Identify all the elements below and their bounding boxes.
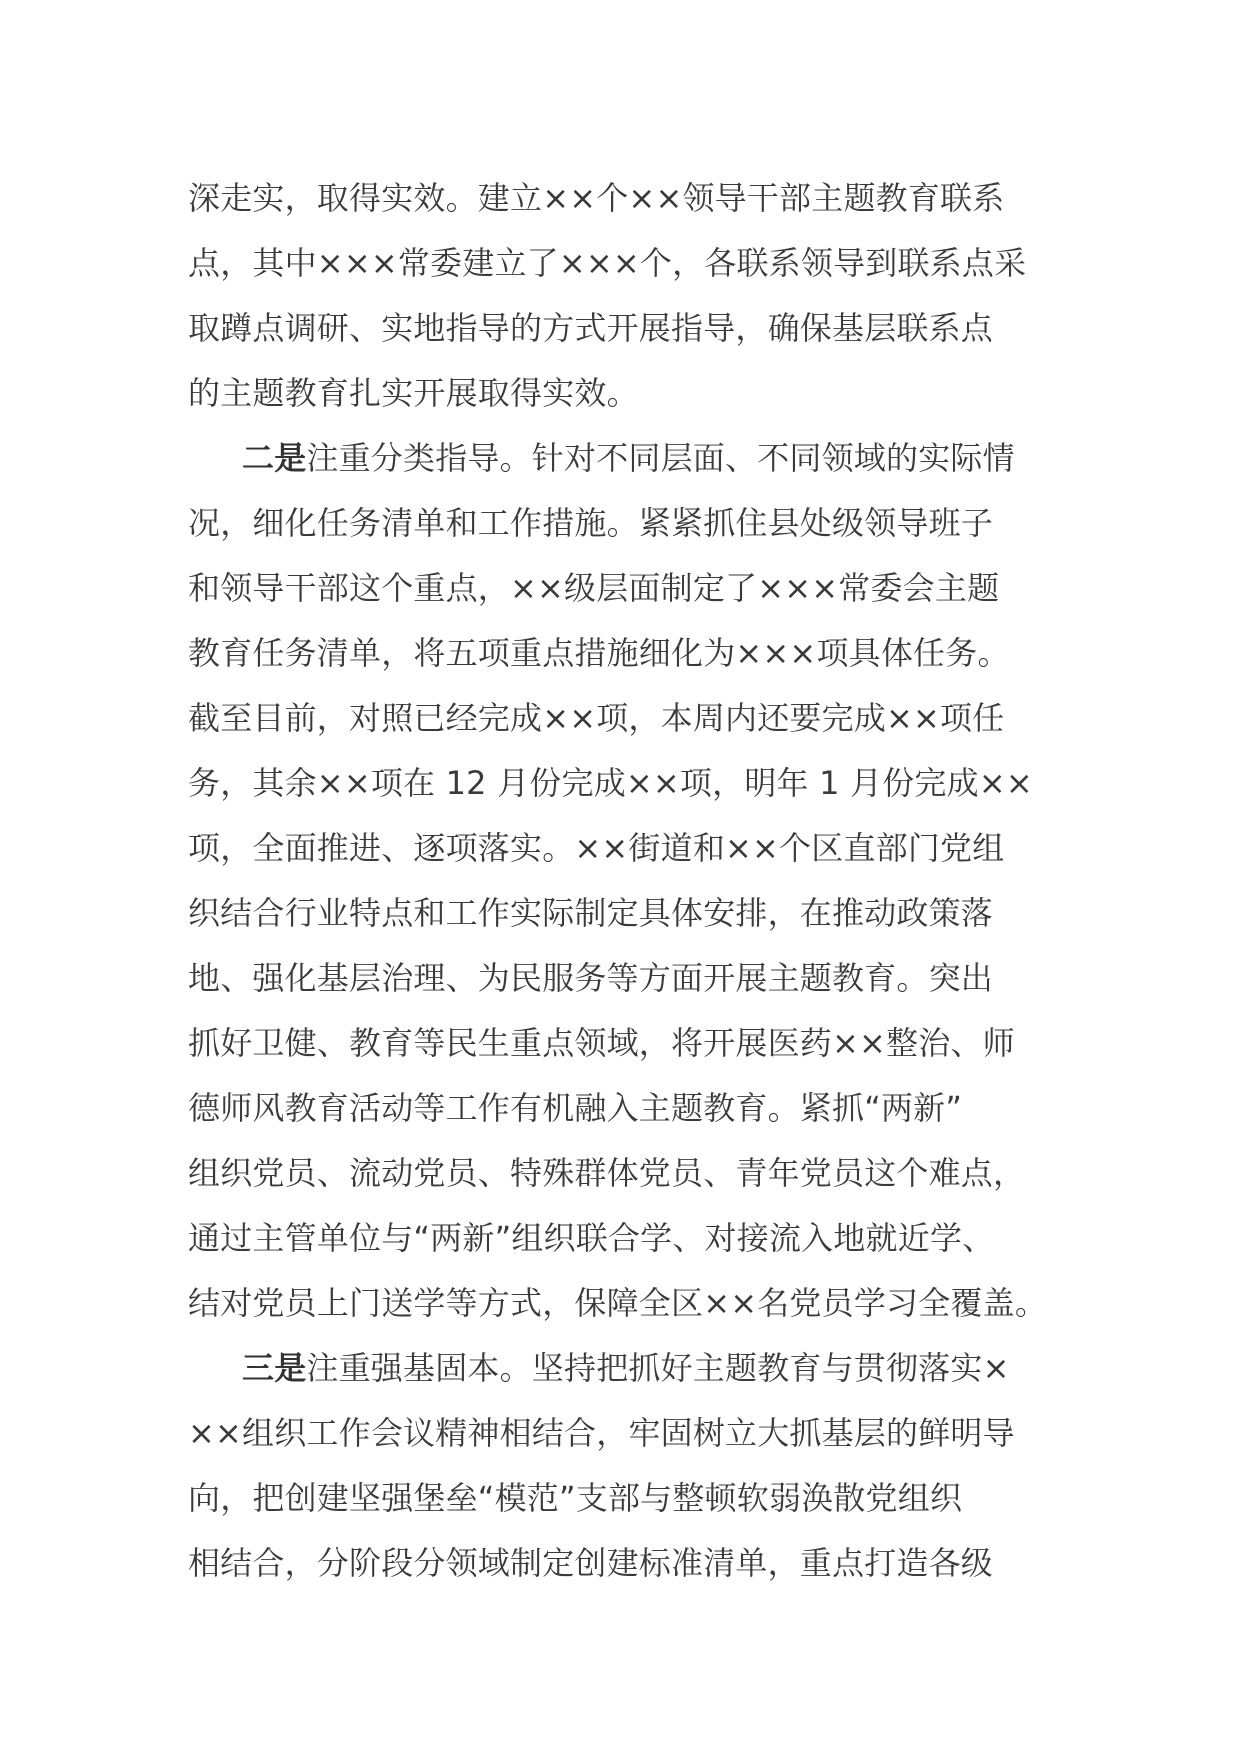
text-line: 教育任务清单，将五项重点措施细化为×××项具体任务。	[188, 634, 1010, 672]
paragraph-3	[188, 1336, 1068, 1596]
text-line: 组织党员、流动党员、特殊群体党员、青年党员这个难点，	[188, 1154, 1026, 1192]
text-line: 取蹲点调研、实地指导的方式开展指导，确保基层联系点	[188, 309, 994, 347]
paragraph-lead: 二是	[242, 439, 307, 477]
text-line: 结对党员上门送学等方式，保障全区××名党员学习全覆盖。	[188, 1284, 1048, 1322]
text-line: 截至目前，对照已经完成××项，本周内还要完成××项任	[188, 699, 1005, 737]
text-line: 的主题教育扎实开展取得实效。	[188, 374, 639, 412]
paragraph-first-line	[188, 1336, 1068, 1401]
text-line: 相结合，分阶段分领域制定创建标准清单，重点打造各级	[188, 1544, 994, 1582]
text-line: 通过主管单位与“两新”组织联合学、对接流入地就近学、	[188, 1219, 995, 1257]
text-line: 深走实，取得实效。建立××个××领导干部主题教育联系	[188, 179, 1005, 217]
text-line: 地、强化基层治理、为民服务等方面开展主题教育。突出	[188, 959, 994, 997]
text-line: 项，全面推进、逐项落实。××街道和××个区直部门党组	[188, 829, 1005, 867]
paragraph-lead-rest: 注重强基固本。坚持把抓好主题教育与贯彻落实×	[306, 1349, 1010, 1387]
text-line: 点，其中×××常委建立了×××个，各联系领导到联系点采	[188, 244, 1027, 282]
text-line: ××组织工作会议精神相结合，牢固树立大抓基层的鲜明导	[188, 1414, 1015, 1452]
paragraph-2	[188, 426, 1068, 1336]
text-line: 德师风教育活动等工作有机融入主题教育。紧抓“两新”	[188, 1089, 963, 1127]
paragraph-1	[188, 166, 1068, 426]
paragraph-lead: 三是	[242, 1349, 307, 1387]
document-body	[188, 166, 1068, 1596]
paragraph-first-line	[188, 426, 1068, 491]
text-line: 向，把创建坚强堡垒“模范”支部与整顿软弱涣散党组织	[188, 1479, 963, 1517]
text-line: 抓好卫健、教育等民生重点领域，将开展医药××整治、师	[188, 1024, 1015, 1062]
text-line: 况，细化任务清单和工作措施。紧紧抓住县处级领导班子	[188, 504, 994, 542]
text-line: 务，其余××项在 12 月份完成××项，明年 1 月份完成××	[188, 764, 1033, 802]
text-line: 织结合行业特点和工作实际制定具体安排，在推动政策落	[188, 894, 994, 932]
text-line: 和领导干部这个重点，××级层面制定了×××常委会主题	[188, 569, 1000, 607]
paragraph-lead-rest: 注重分类指导。针对不同层面、不同领域的实际情	[306, 439, 1015, 477]
